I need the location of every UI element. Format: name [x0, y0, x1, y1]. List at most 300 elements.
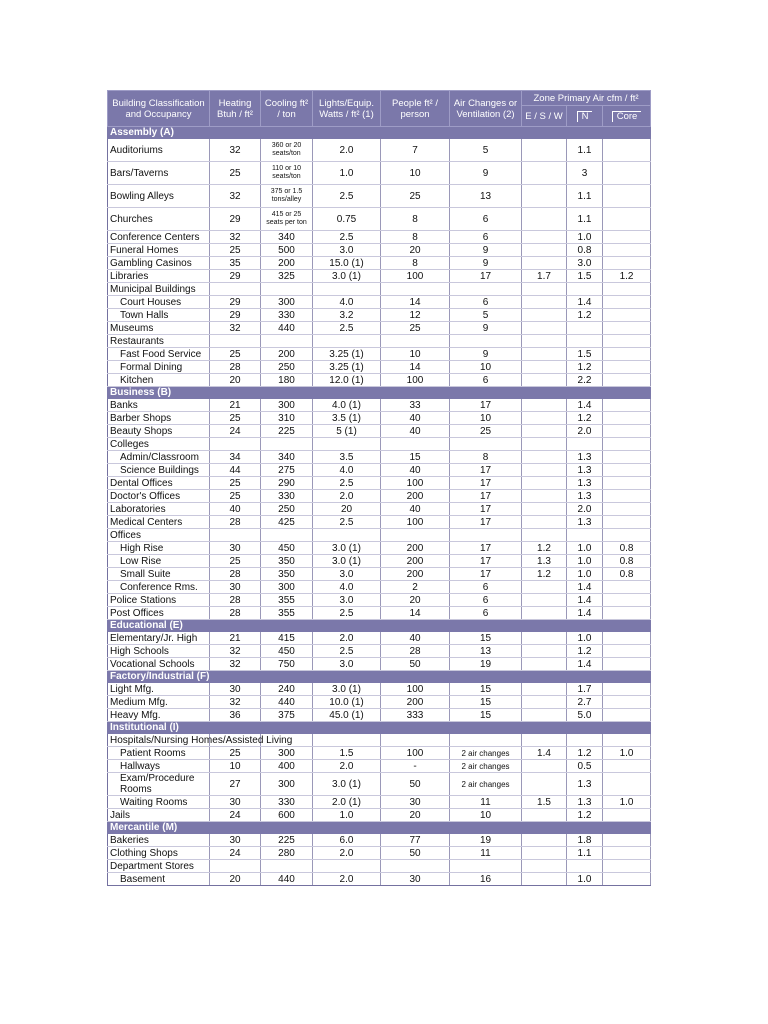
occupancy-name: Auditoriums [108, 139, 210, 162]
table-row [108, 734, 651, 747]
people-cell: 14 [381, 296, 450, 309]
section-row [108, 127, 651, 139]
air-changes-cell: 25 [450, 425, 522, 438]
esw-cell [522, 296, 567, 309]
cooling-cell: 350 [261, 555, 313, 568]
core-cell [603, 208, 651, 231]
table-row [108, 503, 651, 516]
people-cell: 8 [381, 231, 450, 244]
heating-cell: 44 [210, 464, 261, 477]
table-row [108, 477, 651, 490]
occupancy-name: Colleges [108, 438, 210, 451]
lights-cell: 4.0 [313, 296, 381, 309]
heating-cell: 28 [210, 568, 261, 581]
people-cell: 10 [381, 162, 450, 185]
core-cell: 0.8 [603, 568, 651, 581]
people-cell [381, 283, 450, 296]
cooling-cell [261, 335, 313, 348]
heating-cell [210, 438, 261, 451]
north-cell: 1.2 [567, 412, 603, 425]
occupancy-name: Libraries [108, 270, 210, 283]
esw-cell [522, 696, 567, 709]
north-cell: 1.5 [567, 348, 603, 361]
cooling-cell: 250 [261, 503, 313, 516]
esw-cell: 1.2 [522, 568, 567, 581]
esw-cell [522, 185, 567, 208]
air-changes-cell: 10 [450, 809, 522, 822]
cooling-cell [261, 438, 313, 451]
people-cell: 200 [381, 542, 450, 555]
north-cell: 1.2 [567, 309, 603, 322]
heating-cell: 20 [210, 873, 261, 886]
cooling-cell: 275 [261, 464, 313, 477]
people-cell: 40 [381, 632, 450, 645]
air-changes-cell: 15 [450, 709, 522, 722]
people-cell: 2 [381, 581, 450, 594]
air-changes-cell: 15 [450, 683, 522, 696]
heating-cell: 28 [210, 361, 261, 374]
occupancy-name: Beauty Shops [108, 425, 210, 438]
air-changes-cell: 17 [450, 477, 522, 490]
people-cell: 14 [381, 607, 450, 620]
header-core [603, 106, 651, 127]
table-row [108, 244, 651, 257]
table-row [108, 270, 651, 283]
table-row [108, 529, 651, 542]
esw-cell [522, 335, 567, 348]
air-changes-cell: 5 [450, 309, 522, 322]
header-north-label: N [577, 111, 593, 122]
north-cell: 1.0 [567, 231, 603, 244]
cooling-cell: 330 [261, 309, 313, 322]
people-cell: 28 [381, 645, 450, 658]
north-cell: 1.0 [567, 568, 603, 581]
cooling-cell: 280 [261, 847, 313, 860]
north-cell: 1.2 [567, 645, 603, 658]
header-air-changes: Air Changes or Ventilation (2) [450, 91, 522, 127]
section-title: Mercantile (M) [108, 822, 651, 834]
esw-cell [522, 208, 567, 231]
table-row [108, 296, 651, 309]
header-esw: E / S / W [522, 106, 567, 127]
occupancy-name: Fast Food Service [108, 348, 210, 361]
core-cell [603, 594, 651, 607]
heating-cell [210, 283, 261, 296]
table-row [108, 335, 651, 348]
occupancy-name: Medium Mfg. [108, 696, 210, 709]
lights-cell: 3.0 [313, 594, 381, 607]
people-cell [381, 734, 450, 747]
table-row [108, 361, 651, 374]
table-row [108, 374, 651, 387]
cooling-cell: 300 [261, 581, 313, 594]
occupancy-name: Medical Centers [108, 516, 210, 529]
people-cell: 7 [381, 139, 450, 162]
core-cell [603, 516, 651, 529]
north-cell: 3.0 [567, 257, 603, 270]
table-row [108, 809, 651, 822]
heating-cell: 30 [210, 796, 261, 809]
heating-cell [210, 529, 261, 542]
core-cell [603, 244, 651, 257]
esw-cell [522, 683, 567, 696]
table-row [108, 412, 651, 425]
people-cell: 20 [381, 244, 450, 257]
section-row [108, 822, 651, 834]
north-cell: 1.4 [567, 296, 603, 309]
heating-cell: 24 [210, 425, 261, 438]
lights-cell: 4.0 [313, 581, 381, 594]
cooling-cell: 425 [261, 516, 313, 529]
people-cell: 33 [381, 399, 450, 412]
esw-cell [522, 516, 567, 529]
air-changes-cell: 6 [450, 374, 522, 387]
air-changes-cell: 5 [450, 139, 522, 162]
core-cell [603, 296, 651, 309]
cooling-cell: 250 [261, 361, 313, 374]
table-row [108, 516, 651, 529]
esw-cell [522, 760, 567, 773]
occupancy-name: Hospitals/Nursing Homes/Assisted Living [108, 734, 210, 747]
air-changes-cell: 11 [450, 796, 522, 809]
core-cell: 1.0 [603, 747, 651, 760]
air-changes-cell: 9 [450, 322, 522, 335]
core-cell [603, 734, 651, 747]
people-cell: 10 [381, 348, 450, 361]
core-cell [603, 399, 651, 412]
esw-cell [522, 773, 567, 796]
occupancy-name: Churches [108, 208, 210, 231]
lights-cell: 3.2 [313, 309, 381, 322]
occupancy-name: Patient Rooms [108, 747, 210, 760]
people-cell: 50 [381, 658, 450, 671]
air-changes-cell: 17 [450, 464, 522, 477]
core-cell [603, 451, 651, 464]
lights-cell: 2.0 [313, 873, 381, 886]
people-cell: 40 [381, 503, 450, 516]
cooling-cell: 375 [261, 709, 313, 722]
lights-cell: 4.0 [313, 464, 381, 477]
esw-cell [522, 529, 567, 542]
lights-cell: 3.0 [313, 658, 381, 671]
lights-cell [313, 860, 381, 873]
people-cell: 8 [381, 208, 450, 231]
table-row [108, 162, 651, 185]
lights-cell: 3.0 (1) [313, 683, 381, 696]
lights-cell: 2.0 [313, 490, 381, 503]
north-cell: 1.2 [567, 809, 603, 822]
lights-cell [313, 734, 381, 747]
cooling-cell: 300 [261, 773, 313, 796]
north-cell: 2.0 [567, 425, 603, 438]
lights-cell: 2.0 [313, 760, 381, 773]
air-changes-cell: 17 [450, 516, 522, 529]
core-cell: 0.8 [603, 542, 651, 555]
occupancy-name: Department Stores [108, 860, 210, 873]
heating-cell: 32 [210, 645, 261, 658]
core-cell [603, 335, 651, 348]
esw-cell [522, 594, 567, 607]
air-changes-cell: 17 [450, 490, 522, 503]
north-cell: 2.0 [567, 503, 603, 516]
heating-cell: 30 [210, 834, 261, 847]
table-row [108, 438, 651, 451]
air-changes-cell: 17 [450, 555, 522, 568]
lights-cell: 2.5 [313, 645, 381, 658]
north-cell: 0.5 [567, 760, 603, 773]
core-cell [603, 773, 651, 796]
section-row [108, 387, 651, 399]
air-changes-cell: 2 air changes [450, 747, 522, 760]
north-cell: 1.5 [567, 270, 603, 283]
heating-cell: 32 [210, 696, 261, 709]
heating-cell: 36 [210, 709, 261, 722]
cooling-cell: 350 [261, 568, 313, 581]
table-header [108, 91, 651, 127]
heating-cell: 30 [210, 581, 261, 594]
table-body [108, 127, 651, 886]
section-row [108, 671, 651, 683]
cooling-cell: 300 [261, 747, 313, 760]
load-estimate-table [107, 90, 651, 886]
occupancy-name: Kitchen [108, 374, 210, 387]
occupancy-name: Hallways [108, 760, 210, 773]
esw-cell [522, 309, 567, 322]
header-core-label: Core [612, 111, 642, 122]
cooling-cell: 180 [261, 374, 313, 387]
cooling-cell: 440 [261, 873, 313, 886]
lights-cell: 3.0 (1) [313, 555, 381, 568]
people-cell [381, 529, 450, 542]
core-cell [603, 309, 651, 322]
table-row [108, 696, 651, 709]
people-cell: 100 [381, 683, 450, 696]
air-changes-cell: 11 [450, 847, 522, 860]
heating-cell: 25 [210, 412, 261, 425]
table-row [108, 425, 651, 438]
esw-cell [522, 139, 567, 162]
section-title: Institutional (I) [108, 722, 651, 734]
air-changes-cell [450, 529, 522, 542]
cooling-cell: 450 [261, 542, 313, 555]
core-cell [603, 696, 651, 709]
heating-cell: 21 [210, 399, 261, 412]
lights-cell: 15.0 (1) [313, 257, 381, 270]
core-cell [603, 257, 651, 270]
cooling-cell: 330 [261, 490, 313, 503]
people-cell: 12 [381, 309, 450, 322]
cooling-cell: 415 [261, 632, 313, 645]
section-row [108, 620, 651, 632]
core-cell [603, 425, 651, 438]
heating-cell: 28 [210, 516, 261, 529]
occupancy-name: Bowling Alleys [108, 185, 210, 208]
core-cell [603, 658, 651, 671]
cooling-cell: 450 [261, 645, 313, 658]
lights-cell: 5 (1) [313, 425, 381, 438]
core-cell [603, 760, 651, 773]
core-cell [603, 322, 651, 335]
air-changes-cell: 19 [450, 834, 522, 847]
lights-cell: 2.5 [313, 231, 381, 244]
table-row [108, 542, 651, 555]
people-cell: 100 [381, 374, 450, 387]
occupancy-name: Bakeries [108, 834, 210, 847]
air-changes-cell: 9 [450, 348, 522, 361]
people-cell [381, 860, 450, 873]
cooling-cell: 340 [261, 231, 313, 244]
core-cell [603, 361, 651, 374]
header-classification: Building Classification and Occupancy [108, 91, 210, 127]
table-row [108, 464, 651, 477]
people-cell: 14 [381, 361, 450, 374]
cooling-cell: 325 [261, 270, 313, 283]
esw-cell: 1.3 [522, 555, 567, 568]
air-changes-cell [450, 335, 522, 348]
cooling-cell: 290 [261, 477, 313, 490]
north-cell: 1.4 [567, 581, 603, 594]
people-cell: 200 [381, 696, 450, 709]
table-row [108, 594, 651, 607]
table-row [108, 348, 651, 361]
air-changes-cell: 15 [450, 696, 522, 709]
core-cell [603, 503, 651, 516]
esw-cell [522, 451, 567, 464]
north-cell: 1.3 [567, 477, 603, 490]
occupancy-name: Exam/Procedure Rooms [108, 773, 210, 796]
occupancy-name: Jails [108, 809, 210, 822]
people-cell: 200 [381, 490, 450, 503]
occupancy-name: Town Halls [108, 309, 210, 322]
esw-cell [522, 425, 567, 438]
air-changes-cell: 9 [450, 162, 522, 185]
heating-cell: 25 [210, 747, 261, 760]
north-cell: 0.8 [567, 244, 603, 257]
heating-cell: 30 [210, 683, 261, 696]
air-changes-cell: 17 [450, 270, 522, 283]
cooling-cell: 310 [261, 412, 313, 425]
table-row [108, 683, 651, 696]
people-cell: 200 [381, 568, 450, 581]
north-cell: 1.3 [567, 464, 603, 477]
core-cell [603, 438, 651, 451]
cooling-cell: 415 or 25 seats per ton [261, 208, 313, 231]
occupancy-name: Funeral Homes [108, 244, 210, 257]
air-changes-cell: 17 [450, 542, 522, 555]
core-cell [603, 139, 651, 162]
north-cell [567, 860, 603, 873]
north-cell: 1.4 [567, 399, 603, 412]
header-cooling: Cooling ft² / ton [261, 91, 313, 127]
lights-cell: 45.0 (1) [313, 709, 381, 722]
header-heating: Heating Btuh / ft² [210, 91, 261, 127]
heating-cell: 25 [210, 477, 261, 490]
lights-cell [313, 283, 381, 296]
table-row [108, 873, 651, 886]
occupancy-name: Court Houses [108, 296, 210, 309]
occupancy-name: Museums [108, 322, 210, 335]
occupancy-name: Formal Dining [108, 361, 210, 374]
occupancy-name: Laboratories [108, 503, 210, 516]
air-changes-cell: 19 [450, 658, 522, 671]
core-cell [603, 490, 651, 503]
cooling-cell [261, 283, 313, 296]
esw-cell [522, 162, 567, 185]
esw-cell [522, 581, 567, 594]
heating-cell: 10 [210, 760, 261, 773]
north-cell [567, 438, 603, 451]
core-cell: 0.8 [603, 555, 651, 568]
esw-cell: 1.2 [522, 542, 567, 555]
people-cell [381, 335, 450, 348]
table-row [108, 185, 651, 208]
cooling-cell: 440 [261, 696, 313, 709]
table-row [108, 139, 651, 162]
esw-cell [522, 399, 567, 412]
esw-cell [522, 632, 567, 645]
north-cell: 1.1 [567, 139, 603, 162]
core-cell [603, 231, 651, 244]
core-cell [603, 860, 651, 873]
esw-cell [522, 847, 567, 860]
lights-cell: 3.0 (1) [313, 270, 381, 283]
esw-cell [522, 834, 567, 847]
table-row [108, 555, 651, 568]
people-cell: 200 [381, 555, 450, 568]
header-north [567, 106, 603, 127]
table-row [108, 632, 651, 645]
air-changes-cell: 2 air changes [450, 773, 522, 796]
north-cell [567, 734, 603, 747]
occupancy-name: Dental Offices [108, 477, 210, 490]
table-row [108, 581, 651, 594]
people-cell: 50 [381, 847, 450, 860]
heating-cell: 30 [210, 542, 261, 555]
table-row [108, 847, 651, 860]
people-cell: 40 [381, 412, 450, 425]
header-lights: Lights/Equip. Watts / ft² (1) [313, 91, 381, 127]
occupancy-name: Low Rise [108, 555, 210, 568]
north-cell: 1.4 [567, 658, 603, 671]
core-cell [603, 709, 651, 722]
esw-cell [522, 477, 567, 490]
table-row [108, 760, 651, 773]
heating-cell: 25 [210, 244, 261, 257]
occupancy-name: Vocational Schools [108, 658, 210, 671]
table-row [108, 231, 651, 244]
table-row [108, 773, 651, 796]
people-cell: 100 [381, 270, 450, 283]
heating-cell: 29 [210, 296, 261, 309]
air-changes-cell: 17 [450, 503, 522, 516]
occupancy-name: Conference Centers [108, 231, 210, 244]
heating-cell: 21 [210, 632, 261, 645]
cooling-cell: 225 [261, 425, 313, 438]
lights-cell [313, 438, 381, 451]
people-cell [381, 438, 450, 451]
occupancy-name: Heavy Mfg. [108, 709, 210, 722]
section-row [108, 722, 651, 734]
cooling-cell: 240 [261, 683, 313, 696]
heating-cell: 20 [210, 374, 261, 387]
air-changes-cell: 6 [450, 607, 522, 620]
heating-cell: 25 [210, 555, 261, 568]
cooling-cell [261, 860, 313, 873]
people-cell: 20 [381, 809, 450, 822]
esw-cell [522, 734, 567, 747]
air-changes-cell: 6 [450, 594, 522, 607]
cooling-cell: 500 [261, 244, 313, 257]
